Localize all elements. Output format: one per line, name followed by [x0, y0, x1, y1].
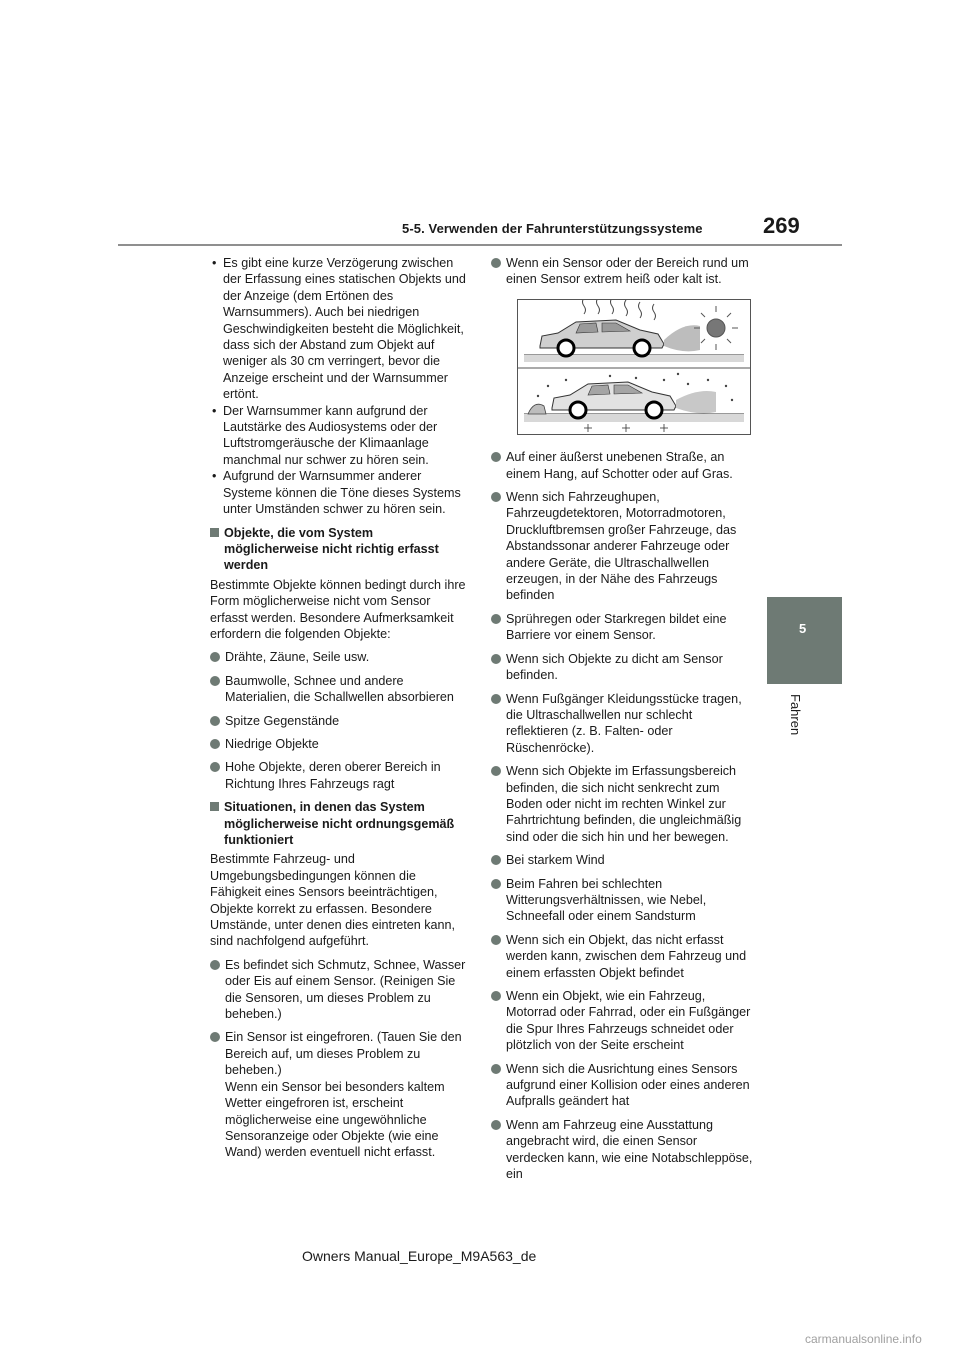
list-item: Ein Sensor ist eingefroren. (Tauen Sie den Bereich auf, um dieses Problem zu beheben.) Wenn ein Sensor bei besonders kaltem Wetter eingefroren ist, erscheint möglicherweise eine ungewöhnliche Sensoranzeige oder Objekte (wie eine Wand) werden eventuell nicht erfasst.: [210, 1029, 468, 1160]
list-item: Wenn am Fahrzeug eine Ausstattung angebracht wird, die einen Sensor verdecken kann, wie eine Notabschleppöse, ein: [491, 1117, 753, 1183]
bullet-icon: [491, 855, 501, 865]
list-item: Auf einer äußerst unebenen Straße, an einem Hang, auf Schotter oder auf Gras.: [491, 449, 753, 482]
bullet-icon: [210, 652, 220, 662]
list-item: Sprühregen oder Starkregen bildet eine Barriere vor einem Sensor.: [491, 611, 753, 644]
watermark: carmanualsonline.info: [805, 1332, 922, 1346]
bullet-icon: [210, 716, 220, 726]
bullet-icon: [491, 879, 501, 889]
chapter-number: 5: [799, 621, 807, 636]
page-number: 269: [763, 213, 800, 238]
list-item: Es befindet sich Schmutz, Schnee, Wasser oder Eis auf einem Sensor. (Reinigen Sie die Sensoren, um dieses Problem zu beheben.): [210, 957, 468, 1023]
bullet-icon: [491, 492, 501, 502]
sensor-conditions-illustration: [517, 299, 751, 435]
dash-item: • Der Warnsummer kann aufgrund der Lautstärke des Audiosystems oder der Luftstromgeräusche der Klimaanlage manchmal nur schwer zu hören sein.: [212, 403, 438, 467]
square-bullet-icon: [210, 802, 219, 811]
bullet-icon: [491, 991, 501, 1001]
bullet-icon: [210, 739, 220, 749]
section-heading: Situationen, in denen das System möglicherweise nicht ordnungsgemäß funktioniert: [210, 799, 468, 848]
bullet-icon: [210, 960, 220, 970]
list-item: Wenn sich Fahrzeughupen, Fahrzeugdetektoren, Motorradmotoren, Druckluftbremsen großer Fahrzeuge, das Abstandssonar anderer Fahrzeuge oder andere Geräte, die Ultraschallwellen erzeugen, in der Nähe des Fahrzeugs befinden: [491, 489, 753, 604]
list-item: Wenn Fußgänger Kleidungsstücke tragen, die Ultraschallwellen nur schlecht reflektieren (z. B. Falten- oder Rüschenröcke).: [491, 691, 753, 757]
bullet-icon: [491, 935, 501, 945]
footer-text: Owners Manual_Europe_M9A563_de: [302, 1248, 537, 1264]
dash-item: • Aufgrund der Warnsummer anderer Systeme können die Töne dieses Systems unter Umständen schwer zu hören sein.: [212, 469, 461, 517]
chapter-tab: [767, 597, 842, 684]
square-bullet-icon: [210, 528, 219, 537]
list-item: Wenn ein Objekt, wie ein Fahrzeug, Motorrad oder Fahrrad, oder ein Fußgänger die Spur Ihres Fahrzeugs schneidet oder plötzlich von der Seite erscheint: [491, 988, 753, 1054]
list-item: Wenn sich Objekte im Erfassungsbereich befinden, die sich nicht senkrecht zum Boden oder nicht im rechten Winkel zur Fahrtrichtung befinden, die ungleichmäßig sind oder die sich hin und her bewegen.: [491, 763, 753, 845]
bullet-icon: [210, 676, 220, 686]
list-item: Beim Fahren bei schlechten Witterungsverhältnissen, wie Nebel, Schneefall oder einem Sandsturm: [491, 876, 753, 925]
chapter-label: Fahren: [788, 694, 803, 736]
bullet-icon: [491, 766, 501, 776]
list-item: Niedrige Objekte: [210, 736, 468, 752]
right-column: [491, 255, 753, 1189]
bullet-icon: [491, 614, 501, 624]
list-item: Baumwolle, Schnee und andere Materialien, die Schallwellen absorbieren: [210, 673, 468, 706]
list-item: Wenn sich die Ausrichtung eines Sensors aufgrund einer Kollision oder eines anderen Aufpralls geändert hat: [491, 1061, 753, 1110]
list-item: Spitze Gegenstände: [210, 713, 468, 729]
list-item: Bei starkem Wind: [491, 852, 753, 868]
list-item: Hohe Objekte, deren oberer Bereich in Richtung Ihres Fahrzeugs ragt: [210, 759, 468, 792]
paragraph: Bestimmte Objekte können bedingt durch ihre Form möglicherweise nicht vom Sensor erfasst werden. Besondere Aufmerksamkeit erfordern die folgenden Objekte:: [210, 577, 466, 641]
list-item: Wenn sich Objekte zu dicht am Sensor befinden.: [491, 651, 753, 684]
list-item: Drähte, Zäune, Seile usw.: [210, 649, 468, 665]
header-rule: [118, 244, 842, 246]
dash-item: • Es gibt eine kurze Verzögerung zwischen der Erfassung eines statischen Objekts und der Anzeige (dem Ertönen des Warnsummers). Auch bei niedrigen Geschwindigkeiten besteht die Möglichkeit, dass sich der Abstand zum Objekt auf weniger als 30 cm verringert, bevor die Anzeige erscheint und der Warnsummer ertönt.: [212, 256, 466, 402]
left-column: [210, 255, 468, 1168]
bullet-icon: [491, 694, 501, 704]
bullet-icon: [210, 762, 220, 772]
bullet-icon: [491, 654, 501, 664]
bullet-icon: [210, 1032, 220, 1042]
bullet-icon: [491, 1064, 501, 1074]
bullet-icon: [491, 452, 501, 462]
list-item: Wenn sich ein Objekt, das nicht erfasst werden kann, zwischen dem Fahrzeug und einem erfassten Objekt befindet: [491, 932, 753, 981]
bullet-icon: [491, 1120, 501, 1130]
paragraph: Bestimmte Fahrzeug- und Umgebungsbedingungen können die Fähigkeit eines Sensors beeinträchtigen, Objekte korrekt zu erfassen. Besondere Umstände, unter denen dies eintreten kann, sind nachfolgend aufgeführt.: [210, 852, 456, 949]
section-heading: Objekte, die vom System möglicherweise nicht richtig erfasst werden: [210, 525, 468, 574]
list-item: Wenn ein Sensor oder der Bereich rund um einen Sensor extrem heiß oder kalt ist.: [491, 255, 753, 288]
header-title: 5-5. Verwenden der Fahrunterstützungssysteme: [402, 221, 703, 236]
bullet-icon: [491, 258, 501, 268]
